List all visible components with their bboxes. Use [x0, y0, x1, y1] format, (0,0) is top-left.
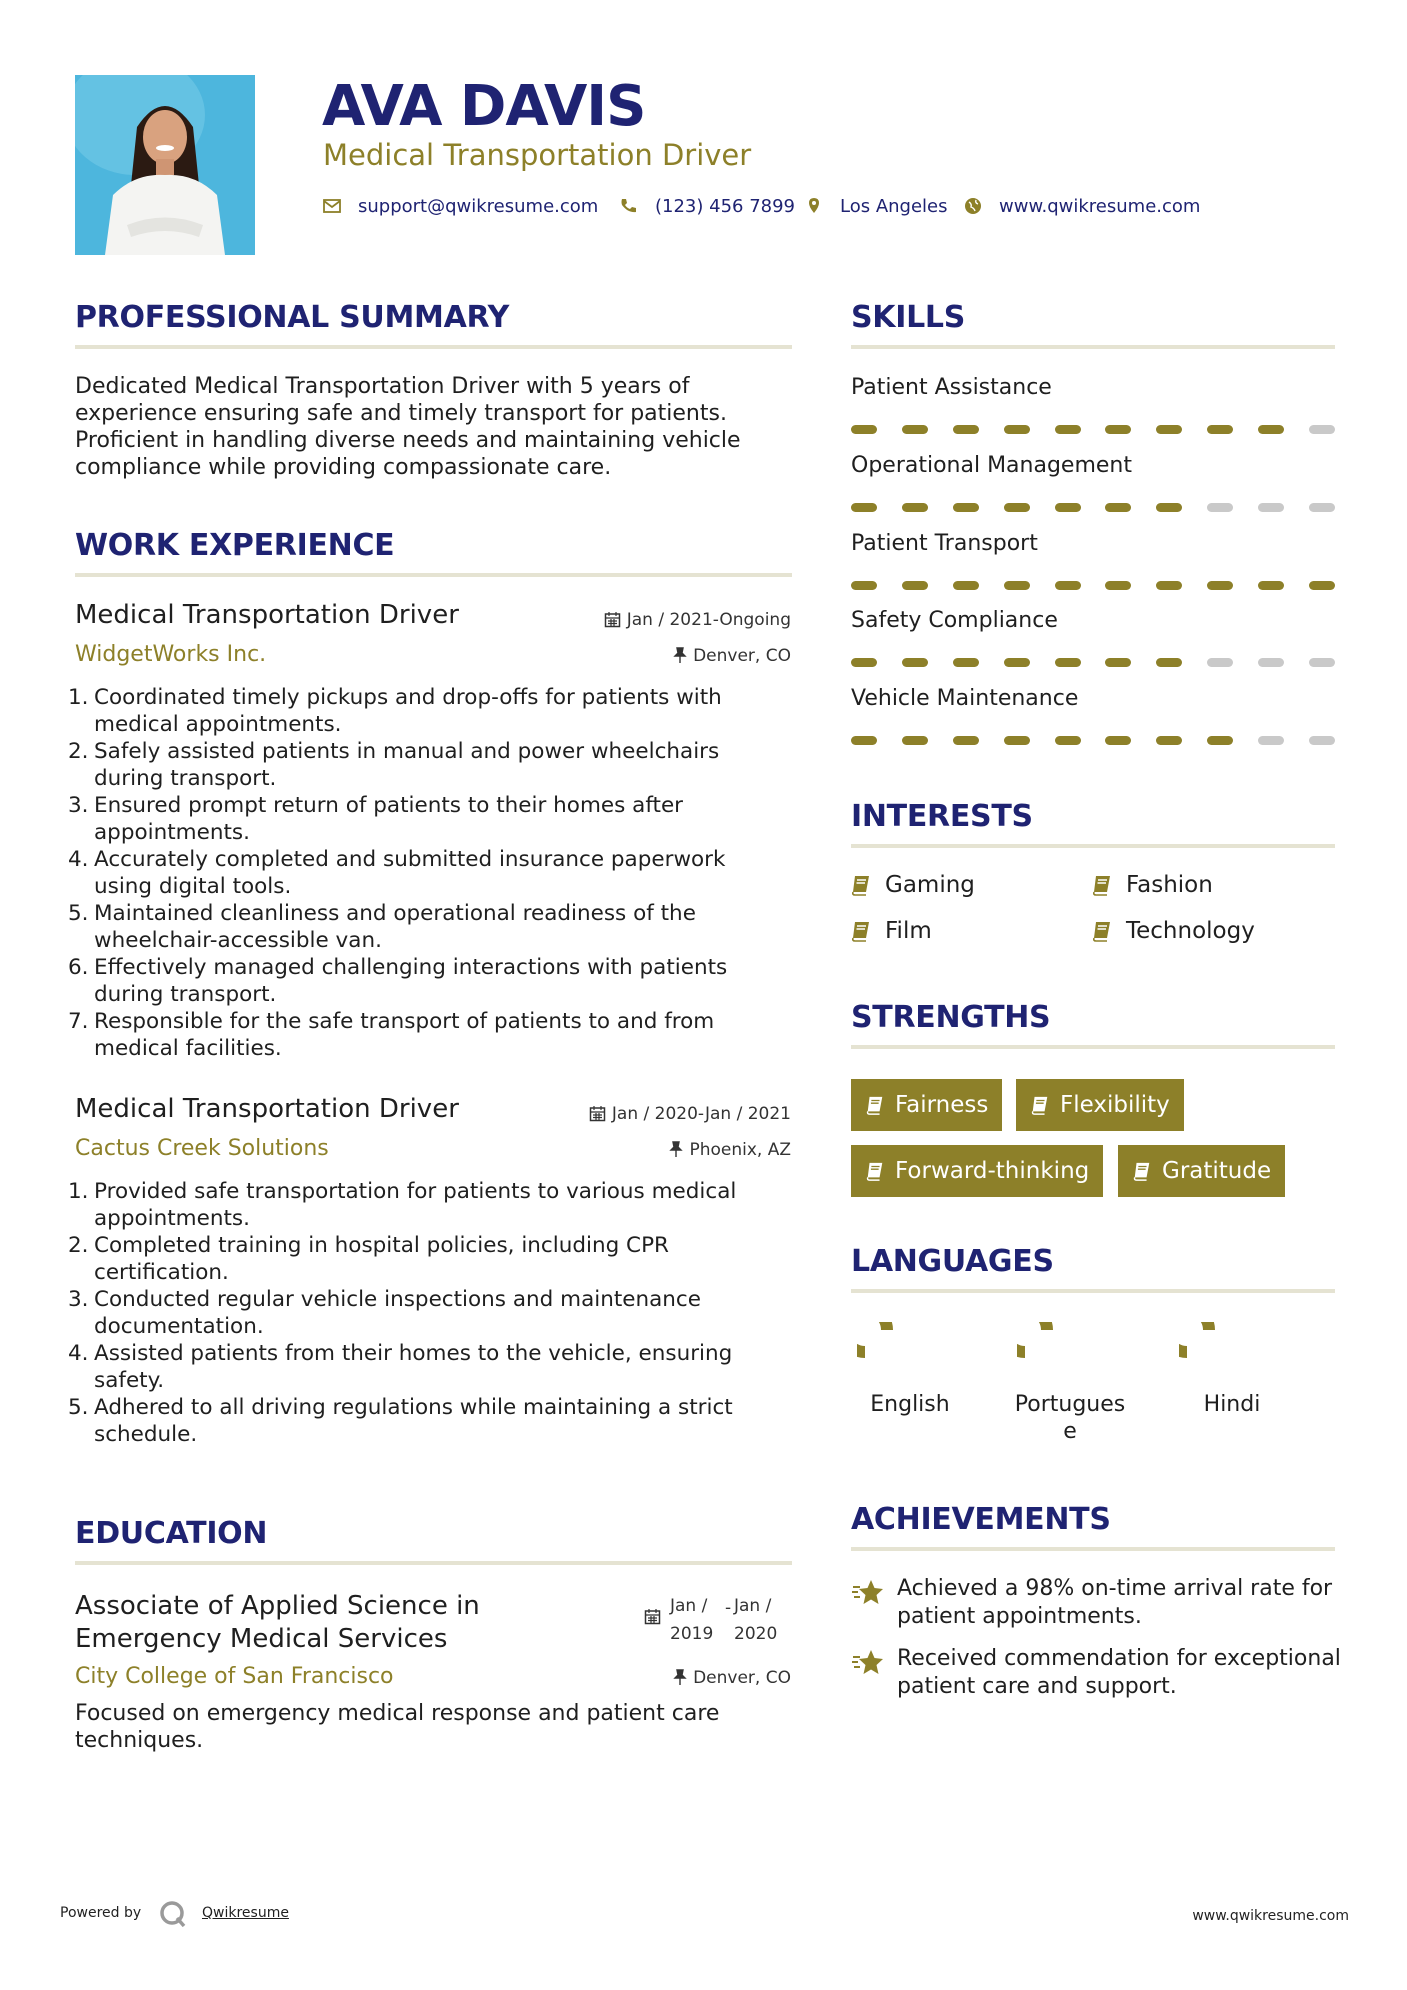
- language-level-arc: [1179, 1322, 1209, 1352]
- degree-line: Associate of Applied Science in: [75, 1591, 480, 1621]
- pushpin-icon: [669, 1141, 683, 1158]
- education-location: [673, 1668, 791, 1688]
- job-title: Medical Transportation Driver: [75, 600, 459, 630]
- skill-bar-segment: [1207, 658, 1233, 667]
- experience-divider: [75, 573, 792, 577]
- star-icon: [851, 1648, 885, 1678]
- skill-bar-segment: [851, 503, 877, 512]
- skill-bar-segment: [1055, 581, 1081, 590]
- strength-tag: Flexibility: [1016, 1079, 1184, 1131]
- skill-bar-segment: [902, 736, 928, 745]
- strengths-divider: [851, 1045, 1335, 1049]
- achievements-heading: ACHIEVEMENTS: [851, 1502, 1111, 1537]
- star-icon: [851, 1578, 885, 1608]
- envelope-icon: [322, 196, 342, 216]
- skill-level-bar: [851, 425, 1335, 435]
- date-separator: -: [725, 1598, 732, 1618]
- languages-divider: [851, 1289, 1335, 1293]
- job-location: [673, 646, 791, 666]
- education-heading: EDUCATION: [75, 1516, 268, 1551]
- company-name: Cactus Creek Solutions: [75, 1136, 329, 1161]
- language-level-ring: [1017, 1322, 1077, 1382]
- skill-bar-segment: [1258, 581, 1284, 590]
- skill-bar-segment: [1258, 503, 1284, 512]
- globe-icon: [963, 196, 983, 216]
- skill-level-bar: [851, 736, 1335, 746]
- skill-bar-segment: [902, 425, 928, 434]
- skill-bar-segment: [1156, 581, 1182, 590]
- job-bullets: [68, 1178, 786, 1448]
- language-name: Portugues e: [1014, 1392, 1126, 1444]
- list-item: 6. Effectively managed challenging interactions with patients during transport.: [68, 955, 728, 1007]
- list-item: 3. Ensured prompt return of patients to their homes after appointments.: [68, 793, 684, 845]
- skill-bar-segment: [1207, 425, 1233, 434]
- book-icon: [850, 874, 872, 896]
- skills-heading: SKILLS: [851, 300, 966, 335]
- language-level-arc: [1017, 1322, 1047, 1352]
- profile-photo: [75, 75, 255, 255]
- skill-bar-segment: [953, 581, 979, 590]
- skill-bar-segment: [1309, 425, 1335, 434]
- achievement-item: Received commendation for exceptional patient care and support.: [897, 1646, 1341, 1699]
- skill-bar-segment: [1055, 503, 1081, 512]
- list-item: 1. Provided safe transportation for patients to various medical appointments.: [68, 1179, 737, 1231]
- skill-bar-segment: [902, 658, 928, 667]
- skills-divider: [851, 345, 1335, 349]
- candidate-name: AVA DAVIS: [322, 74, 646, 139]
- book-icon: [1091, 874, 1113, 896]
- list-item: 1. Coordinated timely pickups and drop-offs for patients with medical appointments.: [68, 685, 722, 737]
- skill-bar-segment: [851, 736, 877, 745]
- skill-bar-segment: [1156, 658, 1182, 667]
- list-item: 7. Responsible for the safe transport of patients to and from medical facilities.: [68, 1009, 715, 1061]
- book-icon: [1132, 1161, 1152, 1181]
- pushpin-icon: [673, 647, 687, 664]
- skill-bar-segment: [1004, 736, 1030, 745]
- list-item: 2. Completed training in hospital policies, including CPR certification.: [68, 1233, 669, 1285]
- degree-title: [75, 1590, 480, 1656]
- summary-divider: [75, 345, 792, 349]
- interest-item: Film: [885, 918, 932, 944]
- language-level-ring: [857, 1322, 917, 1382]
- calendar-icon: [589, 1105, 606, 1122]
- skill-bar-segment: [1207, 503, 1233, 512]
- interests-heading: INTERESTS: [851, 799, 1033, 834]
- summary-heading: PROFESSIONAL SUMMARY: [75, 300, 510, 335]
- book-icon: [865, 1095, 885, 1115]
- skill-level-bar: [851, 503, 1335, 513]
- skill-bar-segment: [1004, 658, 1030, 667]
- skill-bar-segment: [1105, 425, 1131, 434]
- skill-bar-segment: [1105, 736, 1131, 745]
- degree-line: Emergency Medical Services: [75, 1624, 448, 1654]
- list-item: 4. Accurately completed and submitted insurance paperwork using digital tools.: [68, 847, 726, 899]
- skill-bar-segment: [1309, 658, 1335, 667]
- education-start: Jan / 2019: [670, 1596, 714, 1644]
- pushpin-icon: [673, 1669, 687, 1686]
- skill-bar-segment: [1258, 736, 1284, 745]
- interest-item: Fashion: [1126, 872, 1213, 898]
- job-dates-text: Jan / 2021-Ongoing: [626, 610, 791, 630]
- language-name: Hindi: [1203, 1392, 1261, 1417]
- book-icon: [1030, 1095, 1050, 1115]
- job-location-text: Phoenix, AZ: [689, 1140, 791, 1160]
- skill-bar-segment: [1207, 736, 1233, 745]
- summary-text: Dedicated Medical Transportation Driver with 5 years of experience ensuring safe and timely transport for patients. Proficient in handling diverse needs and maintaining vehicle compliance while providing compassionate care.: [75, 374, 741, 480]
- strengths-heading: STRENGTHS: [851, 1000, 1051, 1035]
- strength-tag: Gratitude: [1118, 1145, 1285, 1197]
- skill-bar-segment: [1156, 503, 1182, 512]
- skill-bar-segment: [1309, 736, 1335, 745]
- job-title: Medical Transportation Driver: [75, 1094, 459, 1124]
- skill-name: Patient Transport: [851, 531, 1038, 556]
- skill-bar-segment: [1105, 503, 1131, 512]
- skill-level-bar: [851, 581, 1335, 591]
- job-dates-text: Jan / 2020-Jan / 2021: [611, 1104, 791, 1124]
- job-dates: [589, 1104, 791, 1124]
- skill-bar-segment: [1055, 425, 1081, 434]
- skill-bar-segment: [1004, 425, 1030, 434]
- strength-tag: Forward-thinking: [851, 1145, 1103, 1197]
- list-item: 2. Safely assisted patients in manual and power wheelchairs during transport.: [68, 739, 720, 791]
- phone-number: (123) 456 7899: [655, 196, 796, 217]
- language-name: English: [870, 1392, 950, 1417]
- skill-bar-segment: [1309, 503, 1335, 512]
- list-item: 5. Adhered to all driving regulations while maintaining a strict schedule.: [68, 1395, 733, 1447]
- job-location: [669, 1140, 791, 1160]
- skill-bar-segment: [1055, 736, 1081, 745]
- skill-bar-segment: [1258, 658, 1284, 667]
- skill-bar-segment: [953, 503, 979, 512]
- language-level-arc: [857, 1322, 887, 1352]
- skill-bar-segment: [1207, 581, 1233, 590]
- website-link[interactable]: www.qwikresume.com: [999, 196, 1201, 217]
- skill-bar-segment: [1156, 425, 1182, 434]
- list-item: 5. Maintained cleanliness and operational readiness of the wheelchair-accessible van.: [68, 901, 696, 953]
- education-divider: [75, 1561, 792, 1565]
- interest-item: Gaming: [885, 872, 975, 898]
- qwikresume-logo-icon: [158, 1899, 188, 1929]
- interest-item: Technology: [1126, 918, 1255, 944]
- email-link[interactable]: support@qwikresume.com: [358, 196, 599, 217]
- skill-bar-segment: [953, 425, 979, 434]
- skill-bar-segment: [851, 581, 877, 590]
- skill-bar-segment: [1105, 581, 1131, 590]
- skill-bar-segment: [1004, 503, 1030, 512]
- education-end: Jan / 2020: [734, 1596, 778, 1644]
- strength-tag: Fairness: [851, 1079, 1002, 1131]
- skill-bar-segment: [1105, 658, 1131, 667]
- language-level-ring: [1179, 1322, 1239, 1382]
- book-icon: [865, 1161, 885, 1181]
- powered-by-label: Powered by: [60, 1905, 142, 1921]
- interests-divider: [851, 844, 1335, 848]
- experience-heading: WORK EXPERIENCE: [75, 528, 395, 563]
- skill-bar-segment: [1055, 658, 1081, 667]
- skill-bar-segment: [1309, 581, 1335, 590]
- skill-name: Patient Assistance: [851, 375, 1052, 400]
- skill-bar-segment: [851, 658, 877, 667]
- skill-level-bar: [851, 658, 1335, 668]
- education-location-text: Denver, CO: [693, 1668, 791, 1688]
- skill-bar-segment: [902, 581, 928, 590]
- languages-heading: LANGUAGES: [851, 1244, 1054, 1279]
- skill-bar-segment: [1258, 425, 1284, 434]
- book-icon: [1091, 920, 1113, 942]
- job-bullets: [68, 684, 786, 1062]
- skill-bar-segment: [1156, 736, 1182, 745]
- footer-website-link[interactable]: www.qwikresume.com: [1192, 1908, 1349, 1924]
- job-location-text: Denver, CO: [693, 646, 791, 666]
- calendar-icon: [604, 611, 621, 628]
- school-name: City College of San Francisco: [75, 1664, 394, 1689]
- candidate-title: Medical Transportation Driver: [323, 138, 752, 172]
- job-dates: [604, 610, 791, 630]
- achievements-divider: [851, 1547, 1335, 1551]
- list-item: 3. Conducted regular vehicle inspections and maintenance documentation.: [68, 1287, 701, 1339]
- skill-bar-segment: [902, 503, 928, 512]
- phone-icon: [618, 196, 638, 216]
- company-name: WidgetWorks Inc.: [75, 642, 267, 667]
- skill-bar-segment: [851, 425, 877, 434]
- list-item: 4. Assisted patients from their homes to the vehicle, ensuring safety.: [68, 1341, 733, 1393]
- calendar-icon: [644, 1608, 661, 1625]
- education-description: Focused on emergency medical response and patient care techniques.: [75, 1701, 720, 1753]
- map-pin-icon: [804, 196, 824, 216]
- skill-bar-segment: [953, 658, 979, 667]
- skill-name: Vehicle Maintenance: [851, 686, 1079, 711]
- achievement-item: Achieved a 98% on-time arrival rate for patient appointments.: [897, 1576, 1333, 1629]
- skill-name: Safety Compliance: [851, 608, 1058, 633]
- skill-bar-segment: [1004, 581, 1030, 590]
- location: Los Angeles: [840, 196, 948, 217]
- qwikresume-brand-link[interactable]: Qwikresume: [202, 1905, 289, 1921]
- book-icon: [850, 920, 872, 942]
- skill-name: Operational Management: [851, 453, 1132, 478]
- skill-bar-segment: [953, 736, 979, 745]
